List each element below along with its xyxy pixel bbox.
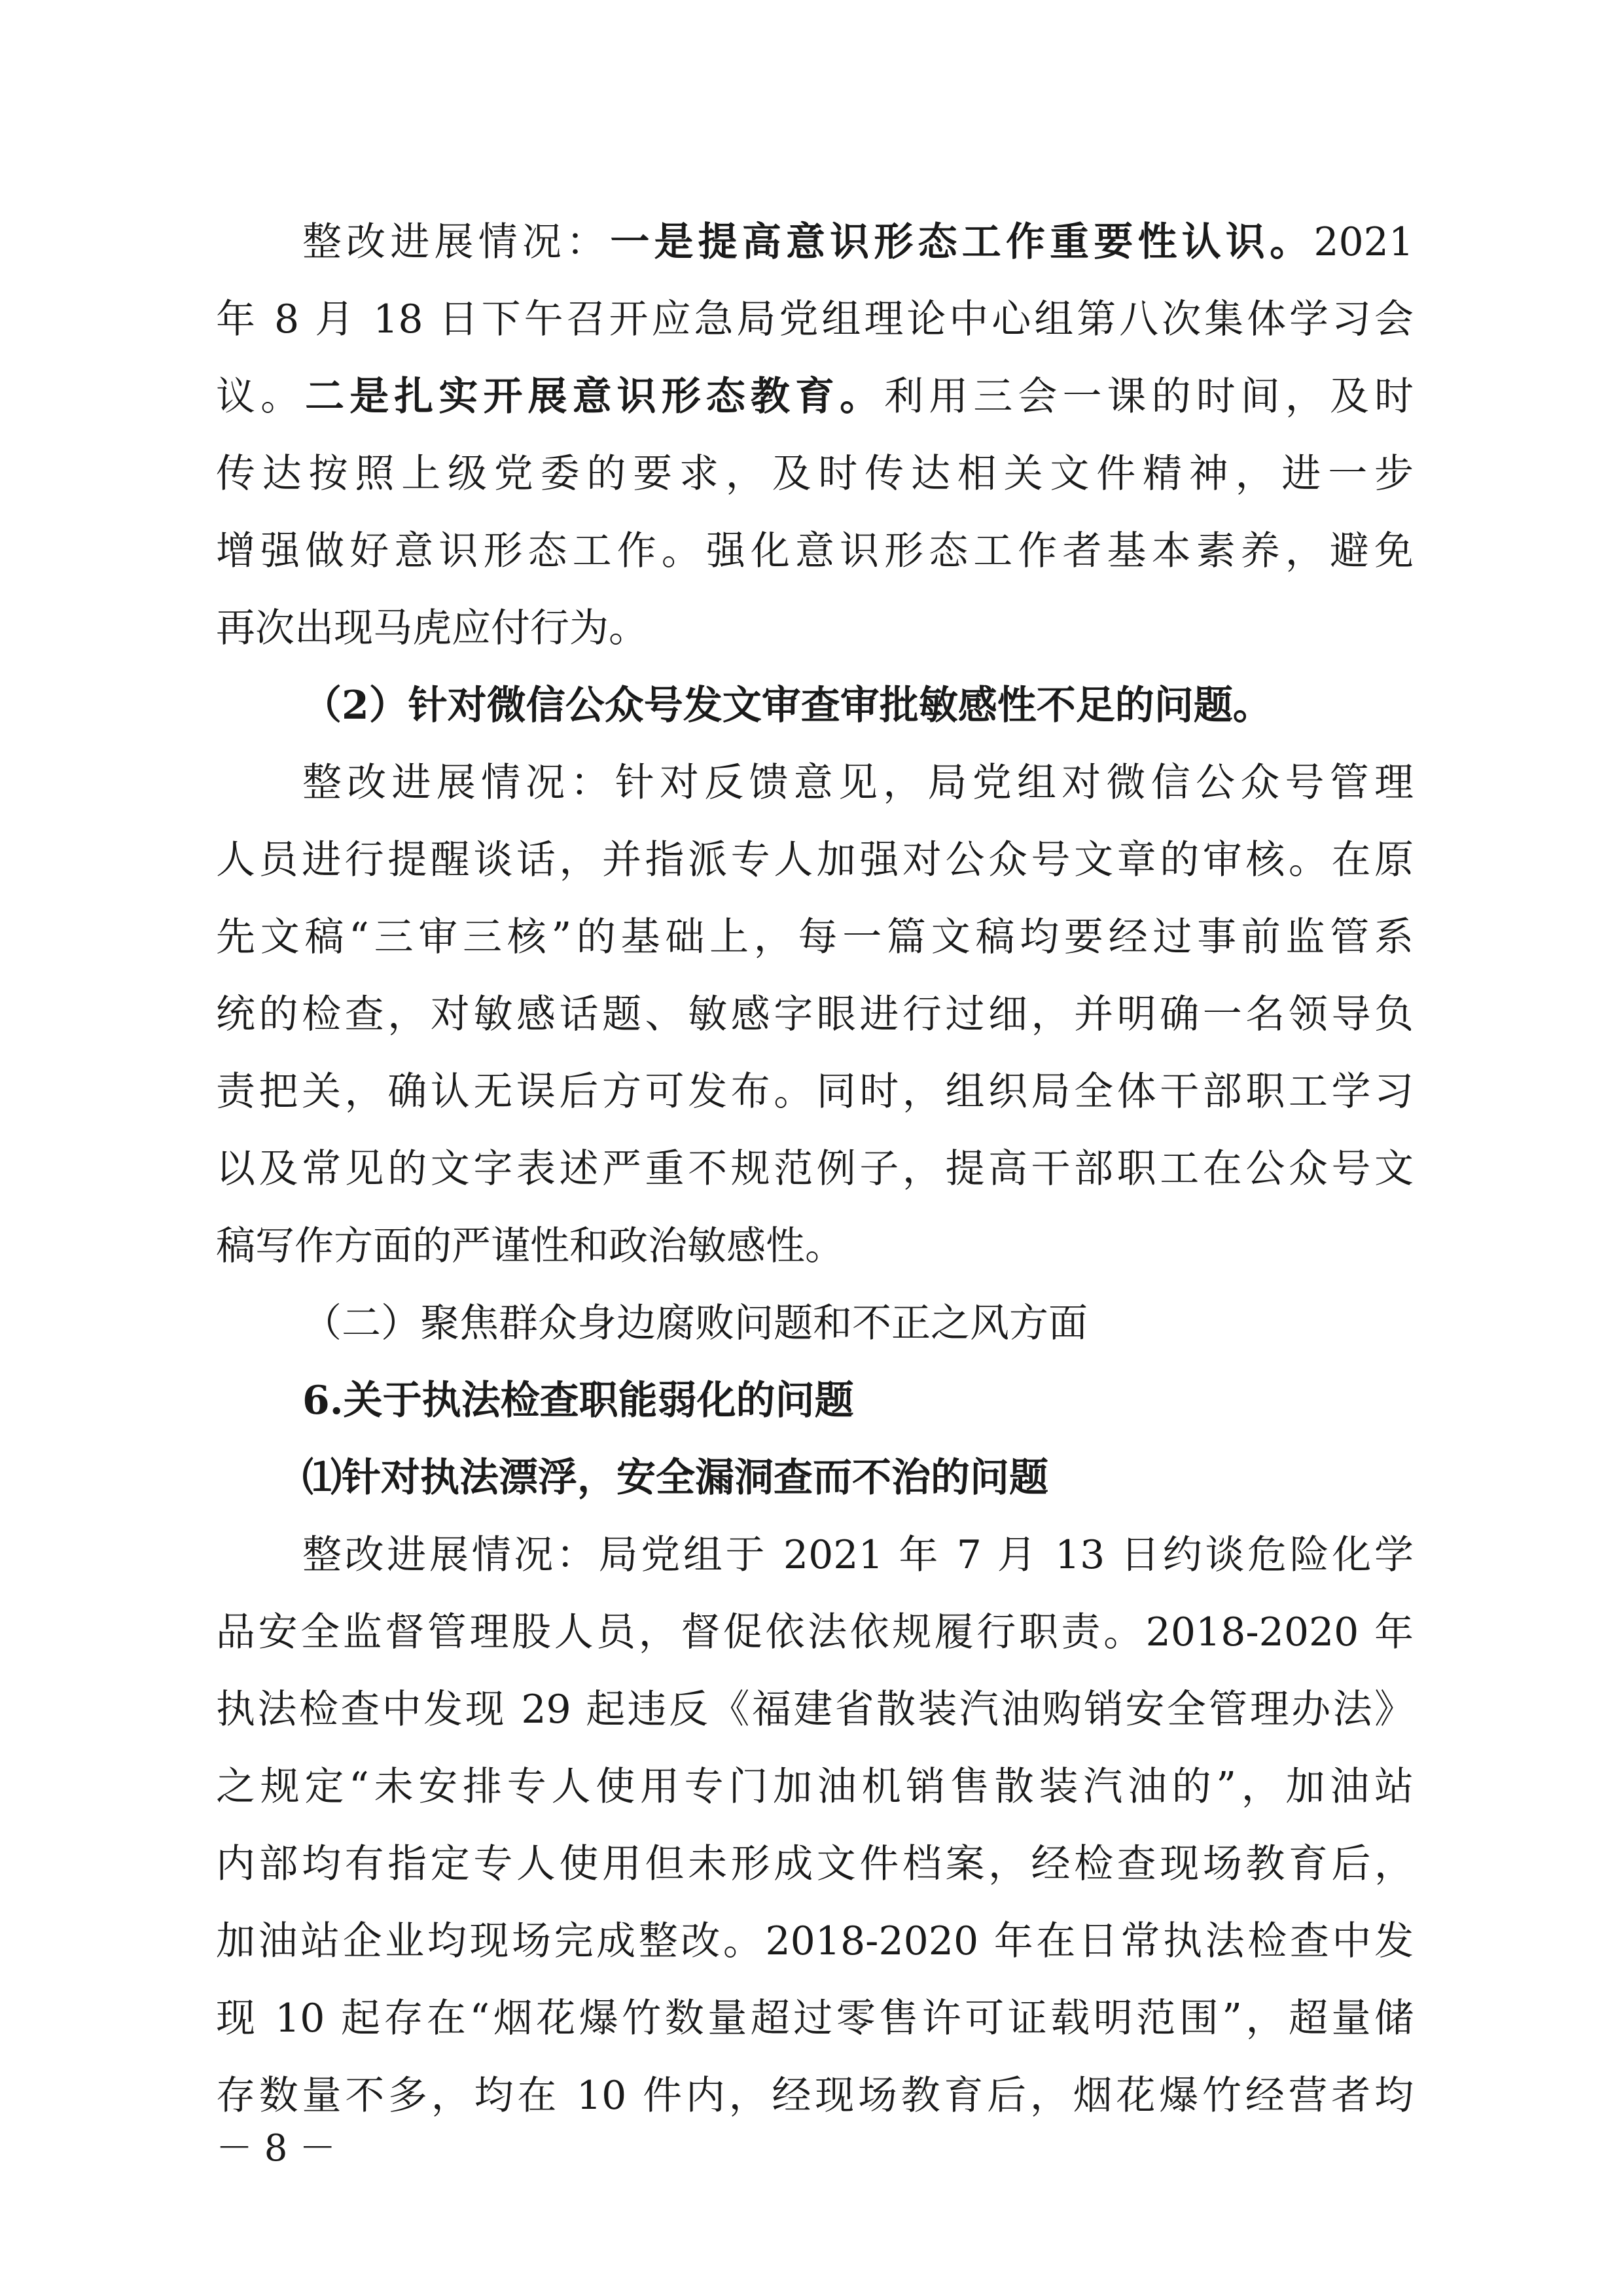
paragraph-line-5: 增强做好意识形态工作。强化意识形态工作者基本素养，避免 — [216, 528, 1414, 574]
subheading-item-6: 6.关于执法检查职能弱化的问题 — [302, 1378, 854, 1424]
section-heading-2: （二）聚焦群众身边腐败问题和不正之风方面 — [302, 1300, 1088, 1346]
subheading-item-6-1: ⑴针对执法漂浮，安全漏洞查而不治的问题 — [302, 1455, 1048, 1501]
paragraph-line-24: 现 10 起存在“烟花爆竹数量超过零售许可证载明范围”，超量储 — [216, 1996, 1414, 2041]
body-text: 议。 — [216, 374, 306, 420]
body-text: 局党组于 2021 年 7 月 13 日约谈危险化学 — [598, 1532, 1414, 1578]
progress-label: 整改进展情况： — [302, 219, 611, 265]
subheading-wechat: （2）针对微信公众号发文审查审批敏感性不足的问题。 — [302, 683, 1272, 728]
paragraph-line-22: 内部均有指定专人使用但未形成文件档案，经检查现场教育后， — [216, 1841, 1414, 1887]
paragraph-line-9: 人员进行提醒谈话，并指派专人加强对公众号文章的审核。在原 — [216, 837, 1414, 883]
progress-label: 整改进展情况： — [302, 1532, 599, 1578]
paragraph-line-2: 年 8 月 18 日下午召开应急局党组理论中心组第八次集体学习会 — [216, 296, 1414, 342]
page-number: － 8 － — [216, 2127, 336, 2170]
paragraph-line-4: 传达按照上级党委的要求，及时传达相关文件精神，进一步 — [216, 451, 1414, 497]
paragraph-line-21: 之规定“未安排专人使用专门加油机销售散装汽油的”，加油站 — [216, 1764, 1414, 1810]
highlight-text: 一是提高意识形态工作重要性认识。 — [610, 219, 1314, 265]
paragraph-line-6: 再次出现马虎应付行为。 — [216, 605, 648, 651]
paragraph-line-20: 执法检查中发现 29 起违反《福建省散装汽油购销安全管理办法》 — [216, 1687, 1414, 1732]
paragraph-line-14: 稿写作方面的严谨性和政治敏感性。 — [216, 1223, 844, 1269]
body-text: 针对反馈意见，局党组对微信公众号管理 — [615, 760, 1414, 806]
body-text: 利用三会一课的时间，及时 — [884, 374, 1414, 420]
progress-label: 整改进展情况： — [302, 760, 615, 806]
paragraph-line-25: 存数量不多，均在 10 件内，经现场教育后，烟花爆竹经营者均 — [216, 2073, 1414, 2119]
paragraph-line-10: 先文稿“三审三核”的基础上，每一篇文稿均要经过事前监管系 — [216, 914, 1414, 960]
paragraph-line-11: 统的检查，对敏感话题、敏感字眼进行过细，并明确一名领导负 — [216, 992, 1414, 1037]
paragraph-line-3 — [216, 370, 1414, 423]
body-text: 2021 — [1313, 219, 1414, 265]
paragraph-line-1 — [302, 216, 1414, 268]
highlight-text: 二是扎实开展意识形态教育。 — [305, 374, 885, 420]
paragraph-line-18 — [302, 1529, 1414, 1581]
paragraph-line-19: 品安全监督管理股人员，督促依法依规履行职责。2018-2020 年 — [216, 1609, 1414, 1655]
paragraph-line-23: 加油站企业均现场完成整改。2018-2020 年在日常执法检查中发 — [216, 1918, 1414, 1964]
paragraph-line-12: 责把关，确认无误后方可发布。同时，组织局全体干部职工学习 — [216, 1069, 1414, 1115]
paragraph-line-13: 以及常见的文字表述严重不规范例子，提高干部职工在公众号文 — [216, 1146, 1414, 1192]
paragraph-line-8 — [302, 757, 1414, 809]
